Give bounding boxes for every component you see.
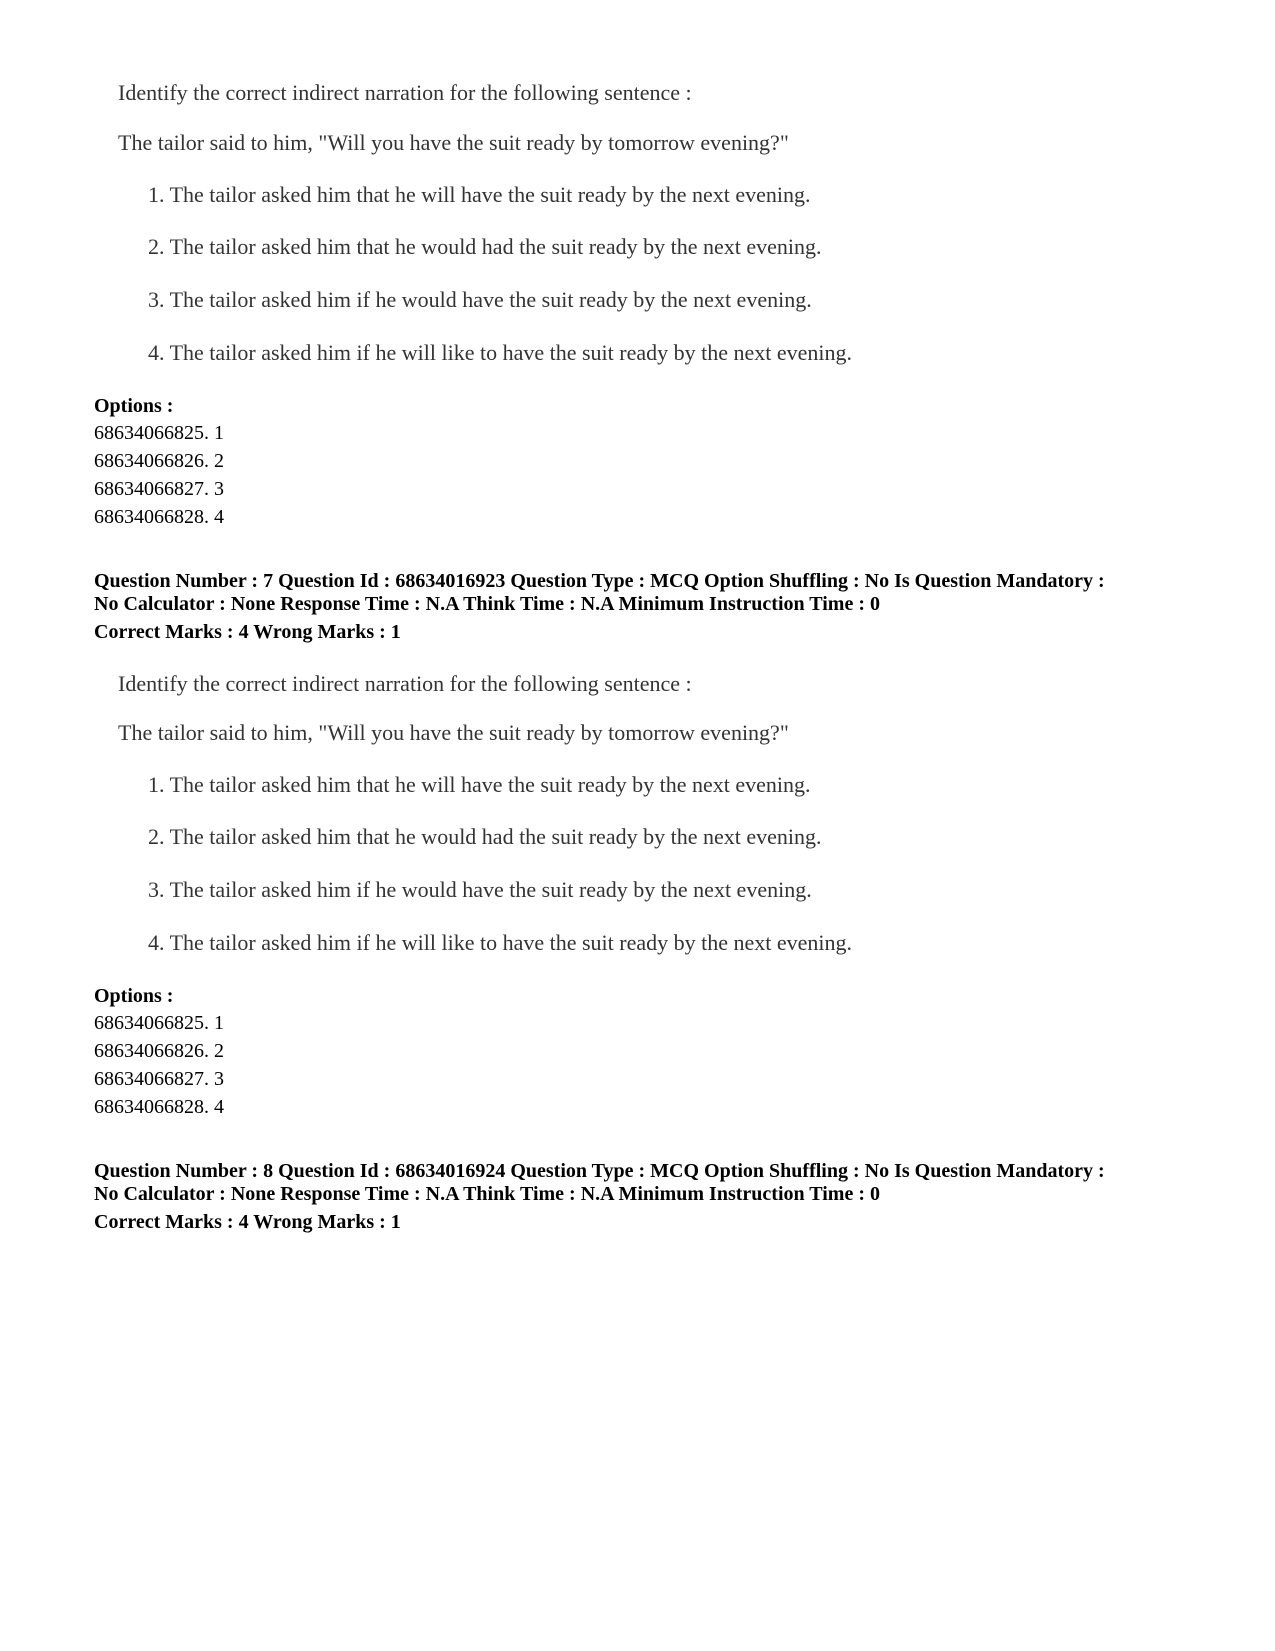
question-choice: 3. The tailor asked him if he would have the suit ready by the next evening. [148,877,812,902]
option-line: 68634066828. 4 [94,1096,224,1118]
question-marks: Correct Marks : 4 Wrong Marks : 1 [94,621,401,643]
option-line: 68634066828. 4 [94,506,224,528]
options-label: Options : [94,985,174,1007]
question-choice: 4. The tailor asked him if he will like to have the suit ready by the next evening. [148,340,853,365]
question-meta: No Calculator : None Response Time : N.A Think Time : N.A Minimum Instruction Time : 0 [94,1183,880,1205]
question-marks: Correct Marks : 4 Wrong Marks : 1 [94,1211,401,1233]
options-label: Options : [94,395,174,417]
question-choice: 2. The tailor asked him that he would had the suit ready by the next evening. [148,824,822,849]
option-line: 68634066826. 2 [94,450,224,472]
question-prompt: Identify the correct indirect narration for the following sentence : [118,80,692,105]
question-choice: 4. The tailor asked him if he will like to have the suit ready by the next evening. [148,930,853,955]
option-line: 68634066827. 3 [94,1068,224,1090]
option-line: 68634066826. 2 [94,1040,224,1062]
question-choice: 3. The tailor asked him if he would have the suit ready by the next evening. [148,287,812,312]
option-line: 68634066825. 1 [94,422,224,444]
question-choice: 2. The tailor asked him that he would had the suit ready by the next evening. [148,234,822,259]
question-meta: No Calculator : None Response Time : N.A Think Time : N.A Minimum Instruction Time : 0 [94,593,880,615]
question-meta: Question Number : 8 Question Id : 68634016924 Question Type : MCQ Option Shuffling : No Is Question Mandatory : [94,1160,1105,1182]
question-sentence: The tailor said to him, "Will you have the suit ready by tomorrow evening?" [118,720,789,745]
question-sentence: The tailor said to him, "Will you have the suit ready by tomorrow evening?" [118,130,789,155]
question-choice: 1. The tailor asked him that he will have the suit ready by the next evening. [148,182,811,207]
question-meta: Question Number : 7 Question Id : 68634016923 Question Type : MCQ Option Shuffling : No Is Question Mandatory : [94,570,1105,592]
option-line: 68634066827. 3 [94,478,224,500]
question-prompt: Identify the correct indirect narration for the following sentence : [118,671,692,696]
option-line: 68634066825. 1 [94,1012,224,1034]
question-choice: 1. The tailor asked him that he will have the suit ready by the next evening. [148,772,811,797]
